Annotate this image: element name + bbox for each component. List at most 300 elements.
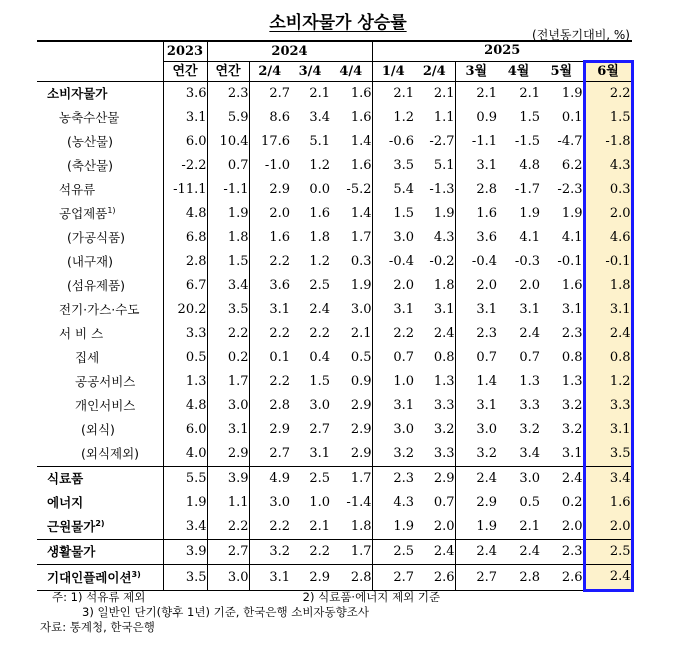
table-row bbox=[37, 202, 632, 226]
cell-value: 3.2 bbox=[372, 442, 414, 467]
cell-value: 5.4 bbox=[372, 178, 414, 202]
table-row bbox=[37, 346, 632, 370]
cell-value: 0.0 bbox=[309, 182, 330, 197]
row-label bbox=[37, 515, 163, 540]
cell-value: 2.1 bbox=[433, 86, 455, 101]
cell-value: -2.2 bbox=[163, 154, 207, 178]
row-label bbox=[37, 418, 163, 442]
cell-value: 5.9 bbox=[207, 106, 249, 130]
period-header-2: 2/4 bbox=[249, 62, 290, 82]
table-row bbox=[37, 442, 632, 467]
cell-value: 3.6 bbox=[163, 82, 207, 107]
cell-value: 0.1 bbox=[561, 110, 583, 125]
source-note: 자료: 통계청, 한국은행 bbox=[40, 620, 155, 634]
cell-value: 2.6 bbox=[414, 565, 455, 591]
cpi-table bbox=[37, 40, 634, 592]
cell-value: 2.2 bbox=[249, 322, 290, 346]
cell-value: 2.2 bbox=[207, 322, 249, 346]
cell-value: -1.4 bbox=[346, 495, 372, 510]
cell-value: 4.1 bbox=[561, 230, 583, 245]
cell-value: 4.9 bbox=[249, 467, 290, 492]
cell-value: 4.3 bbox=[584, 154, 632, 178]
cell-value: 3.0 bbox=[497, 467, 540, 492]
table-row bbox=[37, 298, 632, 322]
cell-value: 3.1 bbox=[249, 298, 290, 322]
table-row bbox=[37, 130, 632, 154]
cell-value: 1.9 bbox=[519, 206, 540, 221]
cell-value: 3.2 bbox=[519, 422, 540, 437]
cell-value: 1.8 bbox=[350, 519, 372, 534]
cell-value: 3.2 bbox=[433, 422, 455, 437]
cell-value: 1.5 bbox=[584, 106, 632, 130]
cell-value: 3.1 bbox=[249, 565, 290, 591]
row-label-text: 농축수산물 bbox=[59, 110, 120, 125]
row-label-text: (가공식품) bbox=[67, 230, 126, 245]
row-label bbox=[37, 346, 163, 370]
row-label-text: (외식) bbox=[81, 422, 115, 437]
cell-value: 3.1 bbox=[561, 446, 583, 461]
row-label-text: (축산물) bbox=[67, 158, 113, 173]
cell-value: 8.6 bbox=[249, 106, 290, 130]
cell-value: 4.6 bbox=[584, 226, 632, 250]
cell-value: 1.9 bbox=[350, 278, 372, 293]
period-header-10: 6월 bbox=[584, 62, 632, 82]
row-label bbox=[37, 106, 163, 130]
cell-value: 2.4 bbox=[433, 326, 455, 341]
row-label-text: 기대인플레이션 bbox=[47, 569, 132, 585]
cell-value: -1.8 bbox=[584, 130, 632, 154]
cell-value: 2.8 bbox=[163, 250, 207, 274]
cell-value: 1.9 bbox=[433, 206, 455, 221]
cell-value: 4.3 bbox=[433, 230, 455, 245]
cell-value: 0.3 bbox=[350, 254, 372, 269]
cell-value: 0.8 bbox=[584, 346, 632, 370]
cell-value: 2.7 bbox=[372, 565, 414, 591]
cell-value: 2.2 bbox=[309, 326, 330, 341]
cell-value: 3.1 bbox=[584, 298, 632, 322]
cell-value: 2.7 bbox=[207, 540, 249, 565]
cell-value: 2.1 bbox=[372, 82, 414, 107]
cell-value: 3.0 bbox=[455, 418, 497, 442]
unit-label: (전년동기대비, %) bbox=[532, 28, 630, 42]
cell-value: -1.3 bbox=[429, 182, 455, 197]
cell-value: 1.9 bbox=[372, 515, 414, 540]
cell-value: 3.3 bbox=[163, 322, 207, 346]
cell-value: 0.1 bbox=[249, 346, 290, 370]
cell-value: 0.9 bbox=[350, 374, 372, 389]
cell-value: 0.2 bbox=[561, 495, 583, 510]
cell-value: 4.3 bbox=[372, 491, 414, 515]
row-label bbox=[37, 442, 163, 467]
table-row bbox=[37, 226, 632, 250]
cell-value: 1.1 bbox=[207, 491, 249, 515]
cell-value: 2.3 bbox=[207, 82, 249, 107]
cell-value: 6.8 bbox=[163, 226, 207, 250]
row-label bbox=[37, 226, 163, 250]
cell-value: 2.1 bbox=[309, 86, 330, 101]
table-row bbox=[37, 394, 632, 418]
row-label-text: 공업제품 bbox=[59, 206, 108, 221]
cell-value: 1.9 bbox=[163, 491, 207, 515]
table-row bbox=[37, 515, 632, 540]
cell-value: 3.0 bbox=[207, 565, 249, 591]
row-label bbox=[37, 298, 163, 322]
cell-value: 2.3 bbox=[455, 322, 497, 346]
table-row bbox=[37, 274, 632, 298]
cell-value: 3.1 bbox=[433, 302, 455, 317]
cell-value: 2.3 bbox=[372, 467, 414, 492]
cell-value: 1.0 bbox=[309, 495, 330, 510]
cell-value: 0.8 bbox=[433, 350, 455, 365]
cell-value: 2.8 bbox=[330, 565, 372, 591]
cell-value: 2.3 bbox=[540, 540, 584, 565]
cell-value: 2.7 bbox=[249, 442, 290, 467]
row-label-text: 소비자물가 bbox=[47, 86, 108, 101]
cell-value: 1.3 bbox=[433, 374, 455, 389]
cell-value: 5.1 bbox=[309, 134, 330, 149]
cell-value: 2.4 bbox=[584, 565, 632, 591]
cell-value: 1.3 bbox=[519, 374, 540, 389]
cell-value: 1.7 bbox=[330, 540, 372, 565]
cell-value: 3.9 bbox=[163, 540, 207, 565]
cell-value: 2.1 bbox=[455, 82, 497, 107]
cell-value: 1.4 bbox=[350, 134, 372, 149]
cell-value: 0.2 bbox=[207, 346, 249, 370]
cell-value: 3.1 bbox=[455, 394, 497, 418]
cell-value: -0.1 bbox=[557, 254, 583, 269]
period-header-9: 5월 bbox=[540, 62, 584, 82]
cell-value: 1.8 bbox=[584, 274, 632, 298]
cell-value: -0.4 bbox=[455, 250, 497, 274]
cell-value: 2.4 bbox=[540, 467, 584, 492]
period-header-7: 3월 bbox=[455, 62, 497, 82]
cell-value: 3.2 bbox=[561, 422, 583, 437]
cell-value: 3.3 bbox=[433, 446, 455, 461]
cell-value: 4.8 bbox=[163, 394, 207, 418]
cell-value: 0.8 bbox=[561, 350, 583, 365]
cell-value: 3.4 bbox=[519, 446, 540, 461]
cell-value: 1.7 bbox=[350, 230, 372, 245]
cell-value: 2.7 bbox=[249, 82, 290, 107]
row-label-text: 서 비 스 bbox=[59, 326, 104, 341]
cell-value: 3.1 bbox=[455, 298, 497, 322]
cell-value: 3.1 bbox=[207, 418, 249, 442]
year-header-row bbox=[37, 41, 632, 62]
cell-value: 2.4 bbox=[497, 540, 540, 565]
cell-value: 3.2 bbox=[561, 398, 583, 413]
cell-value: 2.4 bbox=[455, 467, 497, 492]
cell-value: 3.0 bbox=[207, 394, 249, 418]
row-label-text: (섬유제품) bbox=[67, 278, 126, 293]
cell-value: 1.5 bbox=[207, 250, 249, 274]
cell-value: 10.4 bbox=[207, 130, 249, 154]
cell-value: 2.2 bbox=[372, 322, 414, 346]
table-row bbox=[37, 322, 632, 346]
cell-value: 6.2 bbox=[561, 158, 583, 173]
cell-value: -0.1 bbox=[584, 250, 632, 274]
cell-value: 3.2 bbox=[249, 540, 290, 565]
row-label bbox=[37, 202, 163, 226]
cell-value: 3.1 bbox=[519, 302, 540, 317]
cell-value: 3.1 bbox=[372, 298, 414, 322]
year-2024: 2024 bbox=[207, 41, 372, 62]
period-header-5: 1/4 bbox=[372, 62, 414, 82]
cell-value: 2.9 bbox=[414, 467, 455, 492]
cell-value: 2.9 bbox=[350, 398, 372, 413]
cell-value: 2.0 bbox=[455, 274, 497, 298]
cell-value: 3.6 bbox=[455, 226, 497, 250]
table-row bbox=[37, 467, 632, 492]
cell-value: 2.0 bbox=[519, 278, 540, 293]
cell-value: 2.9 bbox=[350, 422, 372, 437]
period-header-4: 4/4 bbox=[330, 62, 372, 82]
row-label bbox=[37, 274, 163, 298]
cell-value: 1.2 bbox=[584, 370, 632, 394]
cell-value: 0.7 bbox=[372, 346, 414, 370]
cell-value: 3.1 bbox=[372, 394, 414, 418]
cell-value: 1.3 bbox=[561, 374, 583, 389]
cell-value: 2.2 bbox=[207, 515, 249, 540]
cell-value: 2.8 bbox=[249, 394, 290, 418]
table-row bbox=[37, 178, 632, 202]
table-title: 소비자물가 상승률 bbox=[269, 13, 407, 33]
row-label bbox=[37, 394, 163, 418]
footnote-marker: 2) bbox=[95, 518, 105, 528]
cell-value: 1.4 bbox=[350, 206, 372, 221]
cell-value: -5.2 bbox=[346, 182, 372, 197]
cell-value: 3.0 bbox=[249, 491, 290, 515]
cell-value: 2.9 bbox=[249, 178, 290, 202]
cell-value: 1.5 bbox=[372, 202, 414, 226]
row-label-text: 에너지 bbox=[47, 495, 84, 510]
cell-value: 2.4 bbox=[584, 322, 632, 346]
cell-value: -0.2 bbox=[429, 254, 455, 269]
cell-value: 2.2 bbox=[249, 250, 290, 274]
row-label-text: (내구재) bbox=[67, 254, 113, 269]
cell-value: 2.0 bbox=[433, 519, 455, 534]
period-header-3: 3/4 bbox=[290, 62, 330, 82]
table-row bbox=[37, 370, 632, 394]
row-label-text: 집세 bbox=[75, 350, 100, 365]
footnote-marker: 1) bbox=[107, 205, 116, 215]
row-label-text: 개인서비스 bbox=[75, 398, 136, 413]
cell-value: 0.5 bbox=[350, 350, 372, 365]
cell-value: 3.4 bbox=[309, 110, 330, 125]
table-row bbox=[37, 565, 632, 591]
period-header-8: 4월 bbox=[497, 62, 540, 82]
cell-value: 3.1 bbox=[163, 106, 207, 130]
cell-value: 3.9 bbox=[207, 467, 249, 492]
cell-value: 4.8 bbox=[519, 158, 540, 173]
cell-value: 1.5 bbox=[309, 374, 330, 389]
cell-value: 2.9 bbox=[207, 442, 249, 467]
row-label bbox=[37, 154, 163, 178]
row-label bbox=[37, 565, 163, 591]
cell-value: 4.0 bbox=[163, 442, 207, 467]
cell-value: 2.3 bbox=[561, 326, 583, 341]
cell-value: 3.1 bbox=[584, 418, 632, 442]
footnotes bbox=[40, 590, 440, 635]
cell-value: 2.0 bbox=[372, 274, 414, 298]
note-1: 1) 석유류 제외 bbox=[70, 590, 146, 604]
cell-value: 4.1 bbox=[519, 230, 540, 245]
period-header-6: 2/4 bbox=[414, 62, 455, 82]
cell-value: 3.0 bbox=[372, 226, 414, 250]
cell-value: 2.5 bbox=[309, 278, 330, 293]
cell-value: 3.4 bbox=[163, 515, 207, 540]
cell-value: 2.0 bbox=[249, 202, 290, 226]
cell-value: 3.0 bbox=[350, 302, 372, 317]
cell-value: 2.4 bbox=[414, 540, 455, 565]
cell-value: 3.2 bbox=[455, 442, 497, 467]
cell-value: 2.8 bbox=[455, 178, 497, 202]
cell-value: 2.4 bbox=[519, 326, 540, 341]
cell-value: 2.2 bbox=[249, 515, 290, 540]
cell-value: 2.0 bbox=[584, 202, 632, 226]
row-label bbox=[37, 250, 163, 274]
cell-value: 1.8 bbox=[207, 226, 249, 250]
cell-value: 6.0 bbox=[163, 418, 207, 442]
cell-value: 2.4 bbox=[455, 540, 497, 565]
cell-value: 1.6 bbox=[584, 491, 632, 515]
cell-value: 1.8 bbox=[433, 278, 455, 293]
cell-value: -11.1 bbox=[163, 178, 207, 202]
cell-value: 2.7 bbox=[455, 565, 497, 591]
cell-value: 0.5 bbox=[519, 495, 540, 510]
cell-value: -1.7 bbox=[514, 182, 540, 197]
cell-value: -1.0 bbox=[249, 154, 290, 178]
cell-value: 2.5 bbox=[290, 467, 330, 492]
cell-value: 2.9 bbox=[290, 565, 330, 591]
cell-value: -2.7 bbox=[429, 134, 455, 149]
cell-value: 1.6 bbox=[561, 278, 583, 293]
row-label bbox=[37, 178, 163, 202]
cell-value: 1.0 bbox=[372, 370, 414, 394]
cell-value: 2.7 bbox=[309, 422, 330, 437]
cell-value: -1.1 bbox=[207, 178, 249, 202]
cell-value: 1.8 bbox=[309, 230, 330, 245]
cell-value: 0.7 bbox=[455, 346, 497, 370]
cell-value: 1.6 bbox=[350, 86, 372, 101]
cell-value: 3.1 bbox=[309, 446, 330, 461]
cell-value: 1.2 bbox=[372, 106, 414, 130]
cell-value: 3.1 bbox=[561, 302, 583, 317]
cell-value: 2.5 bbox=[584, 540, 632, 565]
cell-value: 2.8 bbox=[497, 565, 540, 591]
cell-value: 2.0 bbox=[584, 515, 632, 540]
cell-value: 3.5 bbox=[207, 298, 249, 322]
corner-cell bbox=[37, 41, 163, 82]
row-label-text: 공공서비스 bbox=[75, 374, 136, 389]
row-label bbox=[37, 130, 163, 154]
cell-value: 2.9 bbox=[249, 418, 290, 442]
cell-value: 1.4 bbox=[455, 370, 497, 394]
cell-value: 3.5 bbox=[584, 442, 632, 467]
note-prefix: 주: bbox=[52, 590, 71, 604]
cell-value: 3.5 bbox=[372, 154, 414, 178]
period-header-1: 연간 bbox=[207, 62, 249, 82]
row-label-text: (농산물) bbox=[67, 134, 113, 149]
cell-value: 1.5 bbox=[519, 110, 540, 125]
cell-value: 0.7 bbox=[433, 495, 455, 510]
cell-value: 4.8 bbox=[163, 202, 207, 226]
cell-value: 2.0 bbox=[561, 519, 583, 534]
table-row bbox=[37, 154, 632, 178]
row-label bbox=[37, 370, 163, 394]
cell-value: 3.0 bbox=[309, 398, 330, 413]
cell-value: 1.1 bbox=[433, 110, 455, 125]
cell-value: 3.4 bbox=[584, 467, 632, 492]
cell-value: -0.4 bbox=[372, 250, 414, 274]
period-header-0: 연간 bbox=[163, 62, 207, 82]
footnote-marker: 3) bbox=[131, 569, 141, 579]
cell-value: 0.5 bbox=[163, 346, 207, 370]
cell-value: 0.4 bbox=[309, 350, 330, 365]
cell-value: -1.5 bbox=[514, 134, 540, 149]
cell-value: 3.3 bbox=[584, 394, 632, 418]
cell-value: 5.5 bbox=[163, 467, 207, 492]
cell-value: 2.9 bbox=[350, 446, 372, 461]
cell-value: 1.2 bbox=[309, 158, 330, 173]
note-3: 3) 일반인 단기(향후 1년) 기준, 한국은행 소비자동향조사 bbox=[82, 605, 369, 619]
cell-value: 1.6 bbox=[309, 206, 330, 221]
cell-value: 2.1 bbox=[519, 86, 540, 101]
row-label-text: 생활물가 bbox=[47, 544, 96, 559]
cell-value: 5.1 bbox=[433, 158, 455, 173]
cell-value: 3.3 bbox=[433, 398, 455, 413]
cell-value: 3.5 bbox=[163, 565, 207, 591]
cell-value: -4.7 bbox=[557, 134, 583, 149]
cell-value: 17.6 bbox=[249, 130, 290, 154]
row-label-text: 근원물가 bbox=[47, 519, 96, 534]
cell-value: 3.4 bbox=[207, 274, 249, 298]
table-row bbox=[37, 106, 632, 130]
cell-value: 1.6 bbox=[350, 158, 372, 173]
cell-value: 1.9 bbox=[455, 515, 497, 540]
row-label bbox=[37, 540, 163, 565]
table-row bbox=[37, 250, 632, 274]
table-row bbox=[37, 82, 632, 107]
row-label-text: (외식제외) bbox=[81, 446, 140, 461]
year-2023: 2023 bbox=[163, 41, 207, 62]
row-label-text: 전기·가스·수도 bbox=[59, 302, 140, 317]
row-label bbox=[37, 82, 163, 107]
cell-value: 1.9 bbox=[561, 86, 583, 101]
cell-value: 2.6 bbox=[540, 565, 584, 591]
cell-value: 2.2 bbox=[249, 370, 290, 394]
cell-value: 0.7 bbox=[519, 350, 540, 365]
row-label-text: 석유류 bbox=[59, 182, 96, 197]
cell-value: -0.6 bbox=[372, 130, 414, 154]
cell-value: 3.0 bbox=[372, 418, 414, 442]
cell-value: 2.2 bbox=[584, 82, 632, 107]
row-label-text: 식료품 bbox=[47, 471, 84, 486]
cell-value: 2.5 bbox=[372, 540, 414, 565]
cell-value: 1.2 bbox=[309, 254, 330, 269]
cell-value: 0.3 bbox=[584, 178, 632, 202]
cell-value: -0.3 bbox=[514, 254, 540, 269]
year-2025: 2025 bbox=[372, 41, 632, 62]
row-label bbox=[37, 322, 163, 346]
cell-value: 2.9 bbox=[455, 491, 497, 515]
cell-value: -2.3 bbox=[557, 182, 583, 197]
cell-value: 2.1 bbox=[350, 326, 372, 341]
cell-value: 2.4 bbox=[309, 302, 330, 317]
cell-value: 1.6 bbox=[249, 226, 290, 250]
cell-value: 2.2 bbox=[290, 540, 330, 565]
cell-value: 1.9 bbox=[207, 202, 249, 226]
cell-value: 0.7 bbox=[207, 154, 249, 178]
